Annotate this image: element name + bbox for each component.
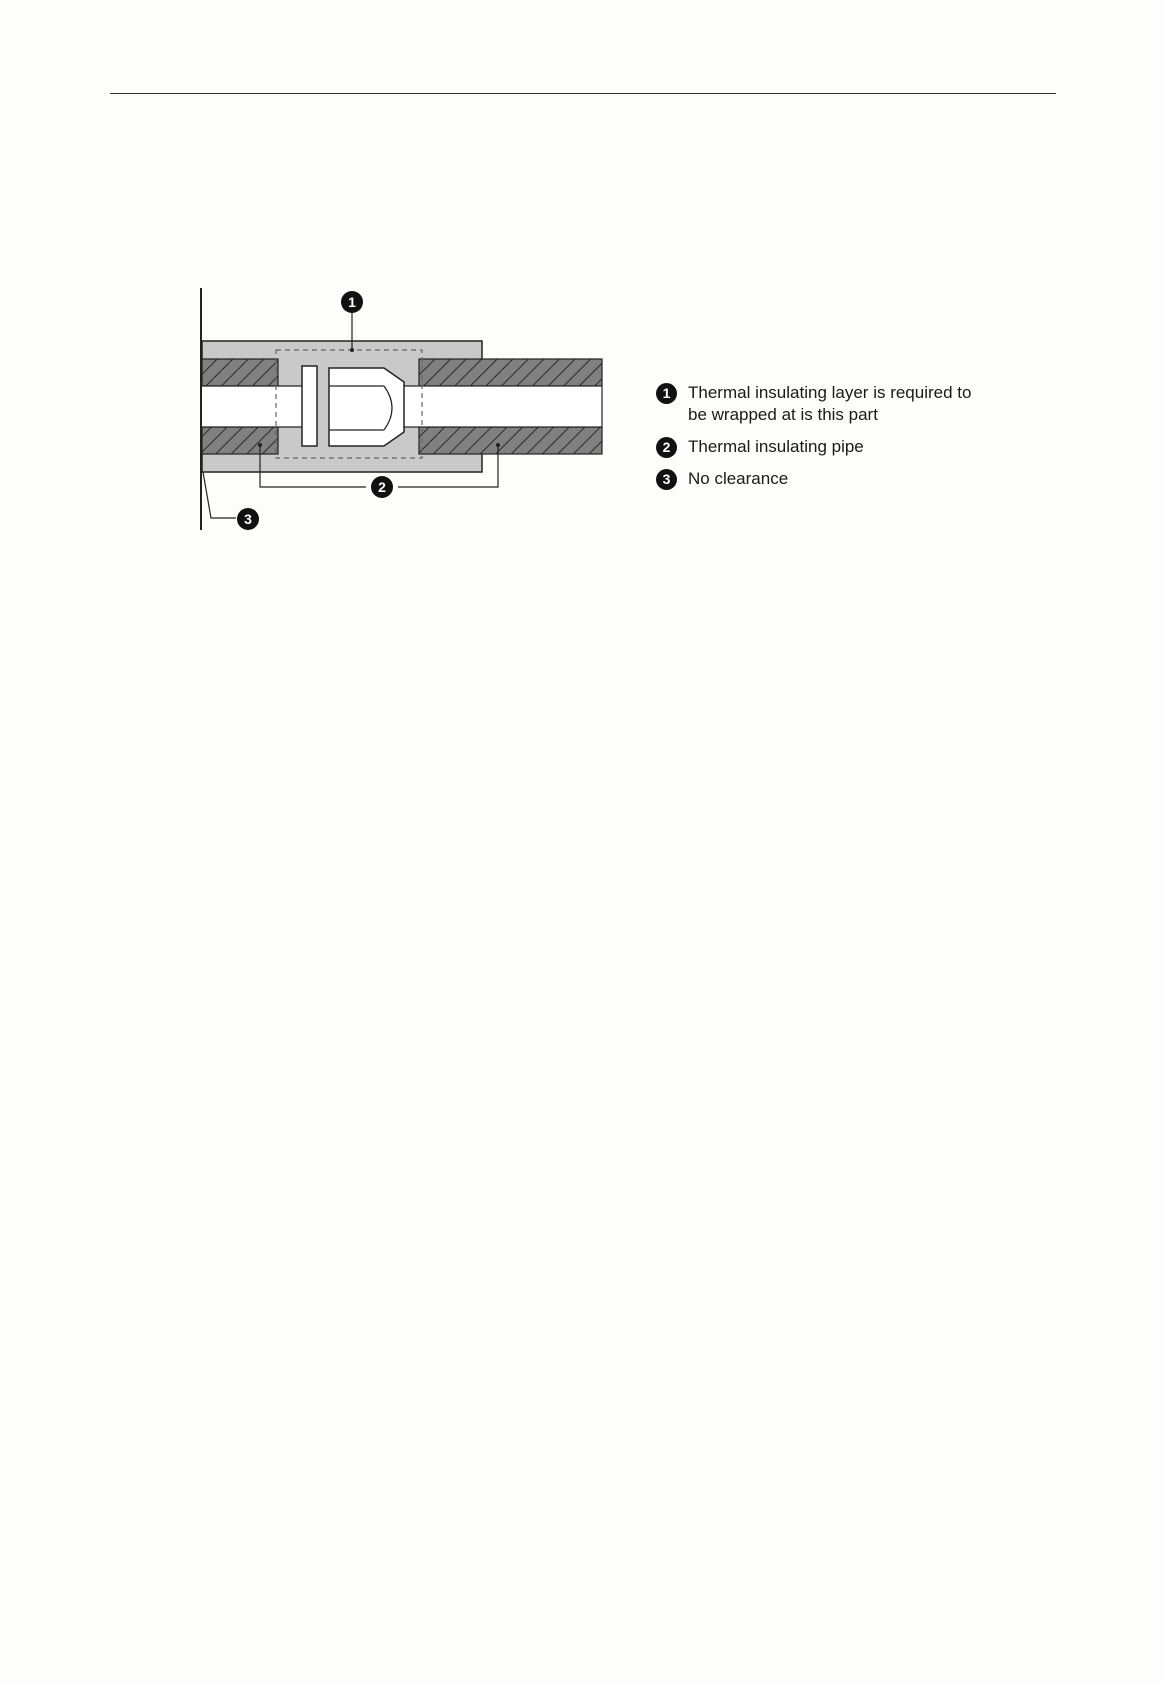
- callout-2-label: 2: [378, 479, 386, 495]
- legend-item: [656, 436, 1036, 458]
- legend-text: Thermal insulating layer is required to be wrapped at is this part: [688, 383, 972, 424]
- insulating-pipe-left-bottom: [202, 427, 278, 454]
- pipe-right: [402, 386, 602, 427]
- pipe-left: [202, 386, 302, 427]
- legend-number: 1: [656, 383, 677, 404]
- flare-nut: [329, 368, 404, 446]
- callout-1: [341, 291, 363, 313]
- legend-item: [656, 382, 1036, 426]
- insulating-pipe-right-top: [419, 359, 602, 386]
- insulating-pipe-left-top: [202, 359, 278, 386]
- legend-text: No clearance: [688, 469, 789, 488]
- legend-number: 2: [656, 437, 677, 458]
- flare-washer: [302, 366, 317, 446]
- callout-3: [237, 508, 259, 530]
- legend-number: 3: [656, 469, 677, 490]
- legend-text: Thermal insulating pipe: [688, 437, 864, 456]
- callout-3-label: 3: [244, 511, 252, 527]
- callout-1-label: 1: [348, 294, 356, 310]
- callout-2: [371, 476, 393, 498]
- legend-item: [656, 468, 1036, 490]
- insulating-pipe-right-bottom: [419, 427, 602, 454]
- legend: [656, 382, 1036, 500]
